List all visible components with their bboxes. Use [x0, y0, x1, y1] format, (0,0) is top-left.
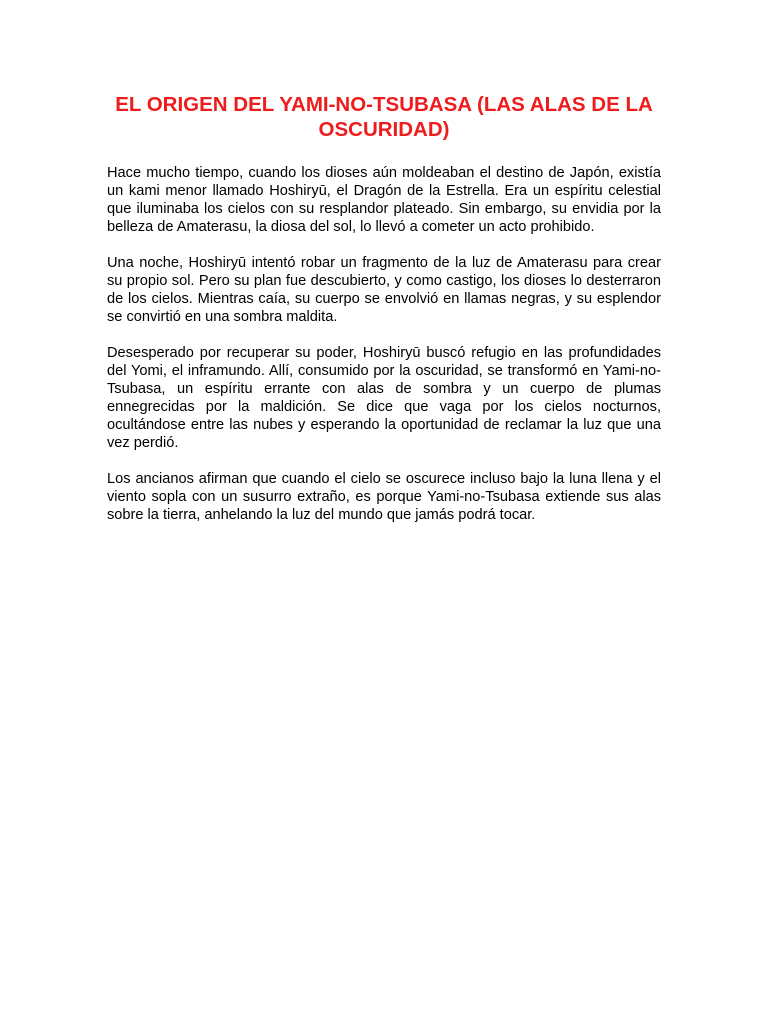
paragraph: Una noche, Hoshiryū intentó robar un fragmento de la luz de Amaterasu para crear su propio sol. Pero su plan fue descubierto, y como castigo, los dioses lo desterraron de los cielos. Mientras caía, su cuerpo se envolvió en llamas negras, y su esplendor se convirtió en una sombra maldita. [107, 255, 661, 325]
paragraph: Hace mucho tiempo, cuando los dioses aún moldeaban el destino de Japón, existía un kami menor llamado Hoshiryū, el Dragón de la Estrella. Era un espíritu celestial que iluminaba los cielos con su resplandor plateado. Sin embargo, su envidia por la belleza de Amaterasu, la diosa del sol, lo llevó a cometer un acto prohibido. [107, 165, 661, 235]
paragraph: Los ancianos afirman que cuando el cielo se oscurece incluso bajo la luna llena y el viento sopla con un susurro extraño, es porque Yami-no-Tsubasa extiende sus alas sobre la tierra, anhelando la luz del mundo que jamás podrá tocar. [107, 471, 661, 523]
document-title: EL ORIGEN DEL YAMI-NO-TSUBASA (LAS ALAS DE LA OSCURIDAD) [115, 93, 653, 141]
paragraph: Desesperado por recuperar su poder, Hoshiryū buscó refugio en las profundidades del Yomi, el inframundo. Allí, consumido por la oscuridad, se transformó en Yami-no-Tsubasa, un espíritu errante con alas de sombra y un cuerpo de plumas ennegrecidas por la maldición. Se dice que vaga por los cielos nocturnos, ocultándose entre las nubes y esperando la oportunidad de reclamar la luz que una vez perdió. [107, 345, 661, 451]
document-body [107, 164, 661, 542]
